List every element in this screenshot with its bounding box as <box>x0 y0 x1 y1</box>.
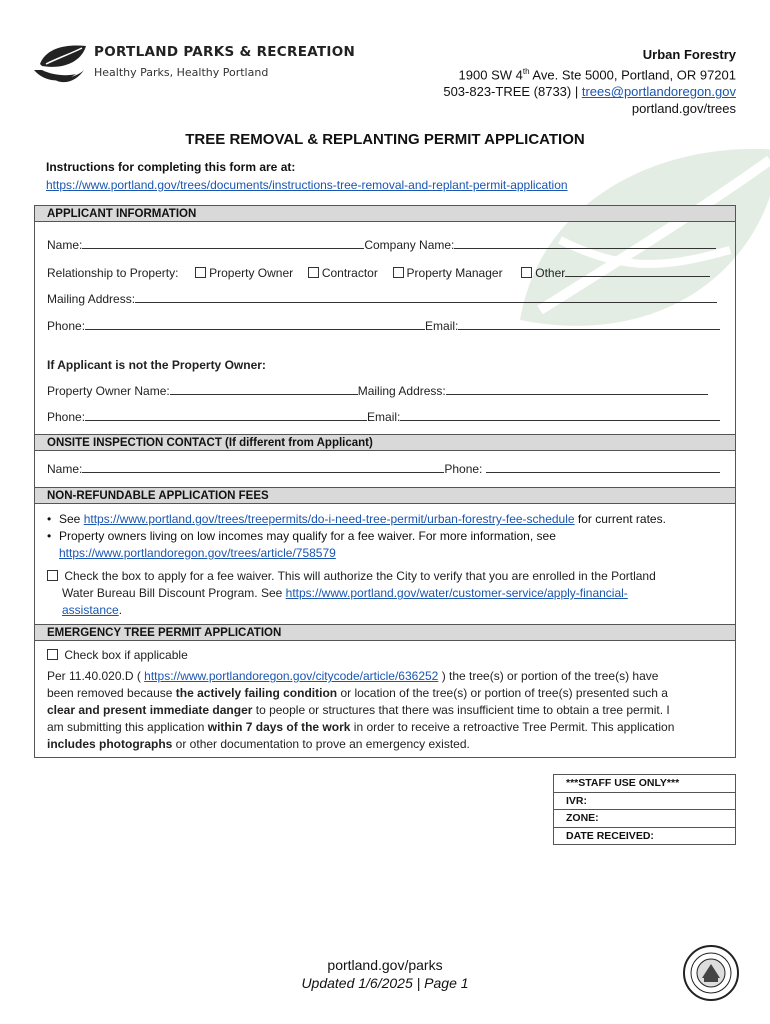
staff-ivr: IVR: <box>554 793 735 811</box>
other-field[interactable] <box>565 265 710 277</box>
emergency-p1: Per 11.40.020.D ( <box>47 669 145 683</box>
fee-waiver-block <box>47 568 727 619</box>
property-owner-checkbox[interactable] <box>195 267 206 278</box>
section-onsite-heading: ONSITE INSPECTION CONTACT (If different from Applicant) <box>35 434 735 451</box>
phone-email <box>443 83 736 100</box>
website: portland.gov/trees <box>631 101 736 117</box>
address-street: 1900 SW 4 <box>458 67 523 83</box>
brand-name: PORTLAND PARKS & RECREATION <box>94 44 356 60</box>
brand-logo <box>32 40 372 90</box>
owner-mailing-field[interactable] <box>446 383 708 395</box>
emergency-p4: am submitting this application <box>47 720 208 734</box>
emergency-p1-post: ) the tree(s) or portion of the tree(s) have <box>438 669 659 683</box>
relationship-row <box>47 265 710 281</box>
staff-heading: ***STAFF USE ONLY*** <box>554 775 735 793</box>
mailing-field[interactable] <box>135 291 717 303</box>
emergency-p3-bold: clear and present immediate danger <box>47 703 253 717</box>
fee-bullet-1 <box>47 511 727 528</box>
fee-waiver-checkbox[interactable] <box>47 570 58 581</box>
emergency-p2-bold: the actively failing condition <box>175 686 338 700</box>
other-label: Other <box>535 266 566 280</box>
phone-number: 503-823-TREE (8733) | <box>443 84 579 100</box>
phone-label: Phone: <box>47 319 86 333</box>
low-income-link[interactable]: https://www.portlandoregon.gov/trees/article/758579 <box>59 546 336 560</box>
owner-phone-field[interactable] <box>85 409 367 421</box>
emergency-p4-post: in order to receive a retroactive Tree Permit. This application <box>350 720 675 734</box>
mailing-label: Mailing Address: <box>47 292 136 306</box>
instructions-label: Instructions for completing this form are at: <box>46 160 296 174</box>
property-manager-checkbox[interactable] <box>393 267 404 278</box>
staff-date-received: DATE RECEIVED: <box>566 829 654 842</box>
fee-bullet-2-text: Property owners living on low incomes may qualify for a fee waiver. For more information, see <box>59 529 556 543</box>
fee-waiver-text: Check the box to apply for a fee waiver. This will authorize the City to verify that you are enrolled in the Portland <box>64 569 656 583</box>
applicant-name-row <box>47 237 716 253</box>
footer <box>0 956 770 992</box>
company-label: Company Name: <box>364 238 455 252</box>
owner-email-label: Email: <box>367 410 401 424</box>
phone-email-row <box>47 318 720 334</box>
onsite-row <box>47 461 720 477</box>
phone-field[interactable] <box>85 318 425 330</box>
property-manager-label: Property Manager <box>406 266 503 280</box>
emergency-paragraph <box>47 668 727 753</box>
emergency-check-row <box>47 647 727 664</box>
instructions-link[interactable]: https://www.portland.gov/trees/documents/instructions-tree-removal-and-replant-permit-application <box>46 178 568 192</box>
fee-schedule-link[interactable]: https://www.portland.gov/trees/treepermits/do-i-need-tree-permit/urban-forestry-fee-schedule <box>83 512 575 526</box>
staff-zone: ZONE: <box>554 810 735 828</box>
email-field[interactable] <box>458 318 720 330</box>
instructions <box>46 158 568 194</box>
contractor-checkbox[interactable] <box>308 267 319 278</box>
owner-mailing-label: Mailing Address: <box>357 384 446 398</box>
onsite-name-label: Name: <box>47 462 83 476</box>
application-form <box>34 205 736 758</box>
section-fees-heading: NON-REFUNDABLE APPLICATION FEES <box>35 487 735 504</box>
footer-site: portland.gov/parks <box>327 957 443 973</box>
emergency-p4-bold: within 7 days of the work <box>207 720 351 734</box>
owner-name-field[interactable] <box>170 383 358 395</box>
fee-bullet-1-post: for current rates. <box>574 512 666 526</box>
city-seal-icon <box>682 944 740 1002</box>
emergency-p3-post: to people or structures that there was insufficient time to obtain a tree permit. I <box>252 703 670 717</box>
leaf-hands-logo-icon <box>32 42 90 86</box>
address-sup: th <box>522 67 530 76</box>
relationship-label: Relationship to Property: <box>47 266 179 280</box>
page-title: TREE REMOVAL & REPLANTING PERMIT APPLICATION <box>185 131 585 148</box>
owner-name-label: Property Owner Name: <box>47 384 170 398</box>
financial-assistance-link[interactable]: https://www.portland.gov/water/customer-service/apply-financial- <box>285 586 628 600</box>
bullet-dot: • <box>47 512 52 526</box>
bullet-dot: • <box>47 529 52 543</box>
owner-email-field[interactable] <box>400 409 720 421</box>
emergency-checkbox[interactable] <box>47 649 58 660</box>
company-field[interactable] <box>454 237 716 249</box>
email-link[interactable]: trees@portlandoregon.gov <box>581 84 736 100</box>
property-owner-label: Property Owner <box>209 266 294 280</box>
address-city: Ave. Ste 5000, Portland, OR 97201 <box>529 67 736 83</box>
emergency-p2-post: or location of the tree(s) or portion of tree(s) presented such a <box>337 686 668 700</box>
fee-waiver-text2: Water Bureau Bill Discount Program. See <box>62 586 286 600</box>
emergency-p5-bold: includes photographs <box>47 737 173 751</box>
onsite-name-field[interactable] <box>82 461 444 473</box>
emergency-p2: been removed because <box>47 686 176 700</box>
owner-phone-label: Phone: <box>47 410 86 424</box>
department-name: Urban Forestry <box>642 47 736 62</box>
onsite-phone-label: Phone: <box>444 462 483 476</box>
owner-phone-row <box>47 409 720 425</box>
name-label: Name: <box>47 238 83 252</box>
email-label: Email: <box>425 319 459 333</box>
owner-name-row <box>47 383 708 399</box>
footer-updated: Updated 1/6/2025 | Page 1 <box>301 975 469 991</box>
mailing-row <box>47 291 717 307</box>
address <box>443 63 736 83</box>
emergency-p5-post: or other documentation to prove an emergency existed. <box>172 737 470 751</box>
contact-block <box>443 46 736 117</box>
section-applicant-heading: APPLICANT INFORMATION <box>35 205 735 222</box>
other-checkbox[interactable] <box>521 267 532 278</box>
staff-use-box <box>553 774 736 845</box>
contractor-label: Contractor <box>321 266 378 280</box>
fee-waiver-end: . <box>118 603 123 617</box>
brand-tagline: Healthy Parks, Healthy Portland <box>94 66 269 79</box>
emergency-check-label: Check box if applicable <box>64 648 188 662</box>
fee-bullet-2 <box>47 528 727 562</box>
citycode-link[interactable]: https://www.portlandoregon.gov/citycode/article/636252 <box>144 669 439 683</box>
fee-bullet-1-pre: See <box>59 512 84 526</box>
name-field[interactable] <box>82 237 364 249</box>
section-emergency-heading: EMERGENCY TREE PERMIT APPLICATION <box>35 624 735 641</box>
financial-assistance-link-cont[interactable]: assistance <box>62 603 119 617</box>
not-owner-heading: If Applicant is not the Property Owner: <box>47 358 266 372</box>
onsite-phone-field[interactable] <box>486 461 720 473</box>
